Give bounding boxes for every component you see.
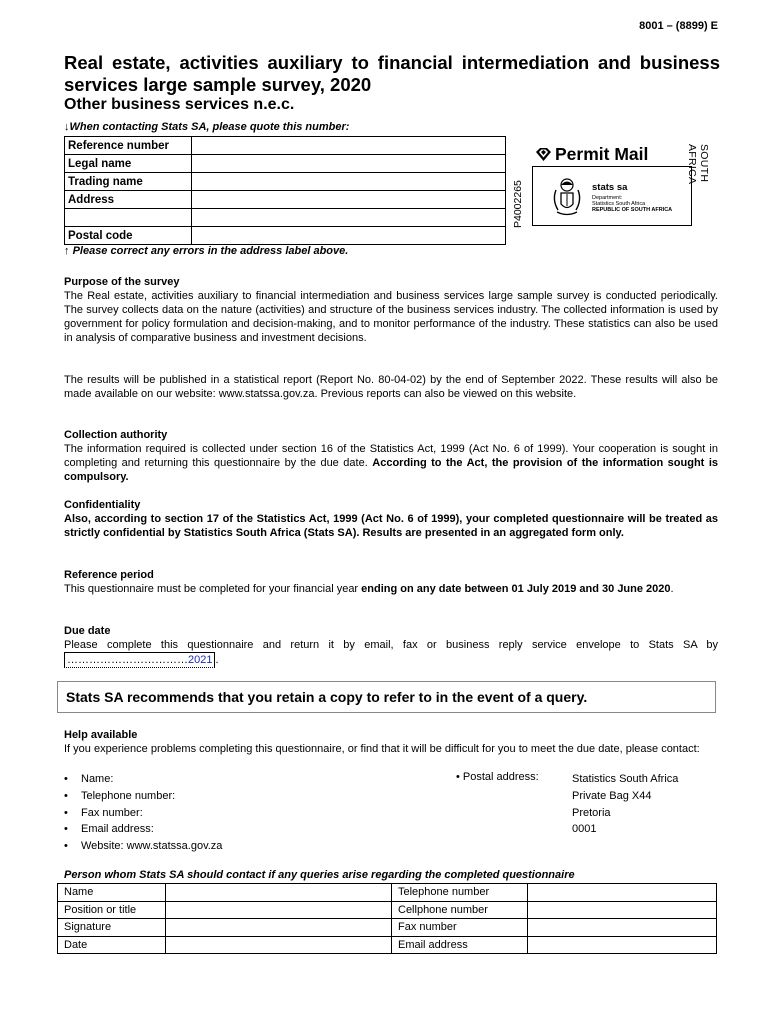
table-row <box>58 919 717 937</box>
form-code: 8001 – (8899) E <box>639 20 718 32</box>
due-end: . <box>215 654 219 666</box>
trading-name-field[interactable] <box>192 173 506 191</box>
section-heading: Collection authority <box>64 429 168 441</box>
permit-mail-text: Permit Mail <box>555 144 649 164</box>
due-date-year: 2021 <box>188 654 213 666</box>
permit-diamond-icon <box>536 148 551 161</box>
contact-label: Telephone number <box>392 884 528 902</box>
fax-input[interactable] <box>528 919 717 937</box>
stats-sa-name: stats sa <box>592 182 628 193</box>
postal-code-field[interactable] <box>192 227 506 245</box>
list-item: • Fax number: <box>64 805 222 822</box>
authority-section <box>64 428 718 484</box>
help-text: If you experience problems completing this questionnaire, or find that it will be difficult for you to meet the due date, please contact: <box>64 743 700 755</box>
coat-of-arms-icon <box>550 176 584 218</box>
postal-line: Private Bag X44 <box>572 789 652 802</box>
legal-name-field[interactable] <box>192 155 506 173</box>
reference-period-bold: ending on any date between 01 July 2019 and 30 June 2020 <box>361 583 671 595</box>
correct-note-text: Please correct any errors in the address label above. <box>72 245 349 257</box>
section-heading: Confidentiality <box>64 499 141 511</box>
due-date-text: Please complete this questionnaire and return it by email, fax or business reply service envelope to Stats SA by <box>64 639 718 651</box>
signature-input[interactable] <box>166 919 392 937</box>
contact-label: Fax number <box>392 919 528 937</box>
field-label: Legal name <box>65 155 192 173</box>
confidentiality-section <box>64 498 718 540</box>
list-item: • Website: www.statssa.gov.za <box>64 838 222 855</box>
department-line: Department: <box>592 195 623 201</box>
name-input[interactable] <box>166 884 392 902</box>
address-field[interactable] <box>192 191 506 209</box>
email-input[interactable] <box>528 936 717 954</box>
correct-note <box>64 245 348 257</box>
permit-number: P4002265 <box>512 180 524 228</box>
reference-period-section <box>64 568 718 596</box>
list-item: • Name: <box>64 771 222 788</box>
contact-label: Date <box>58 936 166 954</box>
period-end: . <box>670 583 674 595</box>
field-label <box>65 209 192 227</box>
authority-text: The information required is collected under section 16 of the Statistics Act, 1999 (Act No. 6 of 1999). Your cooperation is sought in completing and returning this questionnaire by the due date. <box>64 443 718 469</box>
purpose-section <box>64 275 718 345</box>
address-field-2[interactable] <box>192 209 506 227</box>
permit-mail-title <box>536 144 648 165</box>
field-label: Postal code <box>65 227 192 245</box>
list-item: • Telephone number: <box>64 788 222 805</box>
postal-address-label: • Postal address: <box>456 771 539 783</box>
telephone-input[interactable] <box>528 884 717 902</box>
contact-label: Position or title <box>58 901 166 919</box>
date-input[interactable] <box>166 936 392 954</box>
retain-copy-notice: Stats SA recommends that you retain a copy to refer to in the event of a query. <box>57 681 716 713</box>
postal-line: Pretoria <box>572 806 611 819</box>
quote-note-text: When contacting Stats SA, please quote this number: <box>69 121 350 133</box>
help-section <box>64 728 718 756</box>
contact-label: Email address <box>392 936 528 954</box>
section-heading: Purpose of the survey <box>64 276 180 288</box>
due-date-section <box>64 624 718 668</box>
reference-number-field[interactable] <box>192 137 506 155</box>
survey-subtitle: Other business services n.e.c. <box>64 96 295 113</box>
publication-text: The results will be published in a statistical report (Report No. 80-04-02) by the end of September 2022. These results will also be made available on our website: www.statssa.gov.za. Previous reports can also be viewed on this website. <box>64 374 718 400</box>
section-heading: Due date <box>64 625 111 637</box>
survey-title: Real estate, activities auxiliary to financial intermediation and business services large sample survey, 2020 <box>64 52 720 95</box>
field-label: Trading name <box>65 173 192 191</box>
section-heading: Help available <box>64 729 138 741</box>
postal-line: Statistics South Africa <box>572 773 679 785</box>
contact-caption: Person whom Stats SA should contact if any queries arise regarding the completed questionnaire <box>64 869 575 881</box>
contact-label: Signature <box>58 919 166 937</box>
due-date-field[interactable] <box>64 652 215 668</box>
postal-line: 0001 <box>572 823 597 836</box>
arrow-down-icon: ↓ <box>64 121 70 133</box>
publication-section <box>64 373 718 401</box>
quote-note <box>64 121 349 133</box>
contact-table <box>57 883 717 954</box>
department-line: REPUBLIC OF SOUTH AFRICA <box>592 207 673 213</box>
table-row <box>58 884 717 902</box>
position-input[interactable] <box>166 901 392 919</box>
confidentiality-text: Also, according to section 17 of the Statistics Act, 1999 (Act No. 6 of 1999), your completed questionnaire will be treated as strictly confidential by Statistics South Africa (Stats SA). Results are presented in an aggregated form only. <box>64 513 718 539</box>
table-row <box>58 901 717 919</box>
list-item: • Email address: <box>64 821 222 838</box>
permit-country: SOUTH AFRICA <box>686 144 710 185</box>
field-label: Address <box>65 191 192 209</box>
department-line: Statistics South Africa <box>592 201 646 207</box>
reference-period-text: This questionnaire must be completed for your financial year <box>64 583 359 595</box>
field-label: Reference number <box>65 137 192 155</box>
section-heading: Reference period <box>64 569 154 581</box>
contact-label: Name <box>58 884 166 902</box>
address-label-table <box>64 136 506 245</box>
arrow-up-icon: ↑ <box>64 245 70 257</box>
purpose-text: The Real estate, activities auxiliary to financial intermediation and business services large sample survey is conducted periodically. The survey collects data on the nature (activities) and structure of the business services industry. The collected information is used by government for policy formulation and decision-making, and to monitor performance of the industry. These statistics can also be used in analysis of comparative business and investment decisions. <box>64 290 718 344</box>
table-row <box>58 936 717 954</box>
authority-bold-text: According to the Act, the provision of the information sought is compulsory. <box>64 457 718 483</box>
postal-address <box>572 771 678 838</box>
contact-label: Cellphone number <box>392 901 528 919</box>
due-date-dots: …………………………… <box>67 654 188 666</box>
cellphone-input[interactable] <box>528 901 717 919</box>
help-contact-list <box>64 771 222 855</box>
